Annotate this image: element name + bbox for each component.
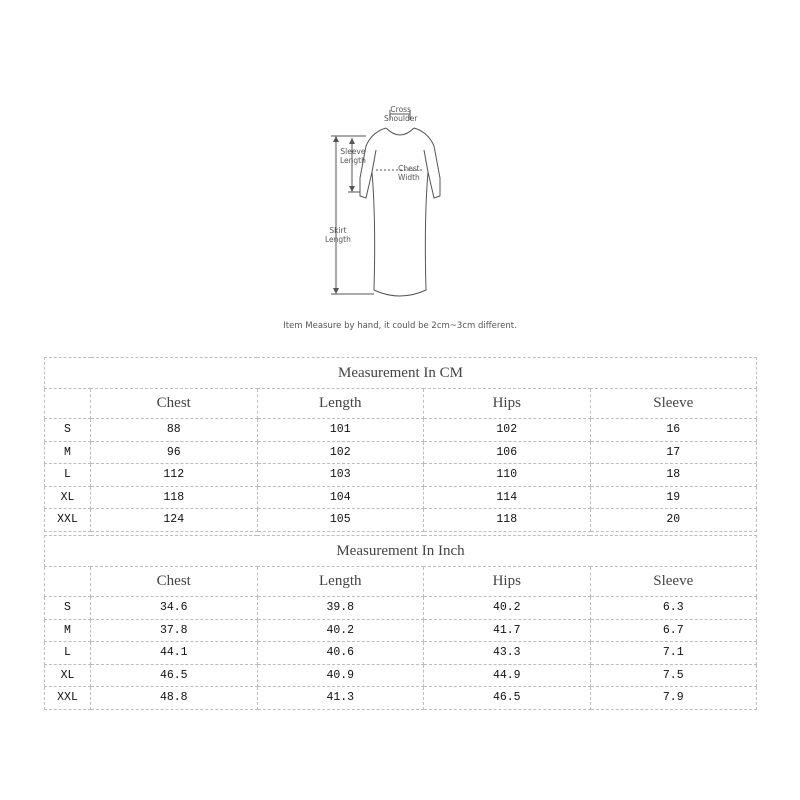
sleeve-value: 6.3 [590,597,757,620]
table-row [45,597,757,620]
column-header-chest: Chest [91,567,258,597]
hips-value: 44.9 [424,664,591,687]
hips-value: 40.2 [424,597,591,620]
chest-value: 88 [91,419,258,442]
chest-width-label: Chest Width [398,164,420,182]
chest-value: 112 [91,464,258,487]
chest-value: 46.5 [91,664,258,687]
length-value: 40.9 [257,664,424,687]
column-header-chest: Chest [91,389,258,419]
column-header-sleeve: Sleeve [590,389,757,419]
column-header-length: Length [257,567,424,597]
measure-note: Item Measure by hand, it could be 2cm~3cm different. [283,321,517,331]
size-label: XXL [45,687,91,710]
hips-value: 41.7 [424,619,591,642]
table-row [45,664,757,687]
length-value: 40.2 [257,619,424,642]
size-label: XL [45,486,91,509]
chest-value: 124 [91,509,258,532]
hips-value: 114 [424,486,591,509]
table-row [45,619,757,642]
length-value: 102 [257,441,424,464]
corner-cell [45,389,91,419]
sleeve-value: 16 [590,419,757,442]
size-label: XL [45,664,91,687]
hips-value: 106 [424,441,591,464]
size-label: XXL [45,509,91,532]
column-header-length: Length [257,389,424,419]
sleeve-value: 17 [590,441,757,464]
size-label: M [45,441,91,464]
chest-value: 118 [91,486,258,509]
table-row [45,642,757,665]
corner-cell [45,567,91,597]
length-value: 104 [257,486,424,509]
hips-value: 110 [424,464,591,487]
size-label: M [45,619,91,642]
hips-value: 46.5 [424,687,591,710]
length-value: 103 [257,464,424,487]
chest-value: 48.8 [91,687,258,710]
size-label: L [45,642,91,665]
length-value: 105 [257,509,424,532]
size-label: S [45,597,91,620]
column-header-hips: Hips [424,389,591,419]
column-header-hips: Hips [424,567,591,597]
hips-value: 102 [424,419,591,442]
table-title: Measurement In Inch [45,536,757,567]
chest-value: 44.1 [91,642,258,665]
dress-diagram [320,100,480,310]
length-value: 101 [257,419,424,442]
column-header-sleeve: Sleeve [590,567,757,597]
measurement-table-cm [44,357,757,532]
table-row [45,419,757,442]
sleeve-value: 7.1 [590,642,757,665]
dress-outline-icon [320,100,480,310]
sleeve-value: 18 [590,464,757,487]
measurement-table-inch [44,535,757,710]
length-value: 40.6 [257,642,424,665]
cross-shoulder-label: Cross Shoulder [384,105,418,123]
skirt-length-label: Skirt Length [325,226,351,244]
table-row [45,464,757,487]
table-row [45,509,757,532]
sleeve-length-label: Sleeve Length [340,147,366,165]
chest-value: 37.8 [91,619,258,642]
table-row [45,486,757,509]
hips-value: 43.3 [424,642,591,665]
sleeve-value: 6.7 [590,619,757,642]
size-label: S [45,419,91,442]
sleeve-value: 7.5 [590,664,757,687]
table-row [45,687,757,710]
length-value: 39.8 [257,597,424,620]
sleeve-value: 7.9 [590,687,757,710]
chest-value: 34.6 [91,597,258,620]
table-row [45,441,757,464]
chest-value: 96 [91,441,258,464]
size-label: L [45,464,91,487]
table-title: Measurement In CM [45,358,757,389]
length-value: 41.3 [257,687,424,710]
sleeve-value: 19 [590,486,757,509]
hips-value: 118 [424,509,591,532]
sleeve-value: 20 [590,509,757,532]
